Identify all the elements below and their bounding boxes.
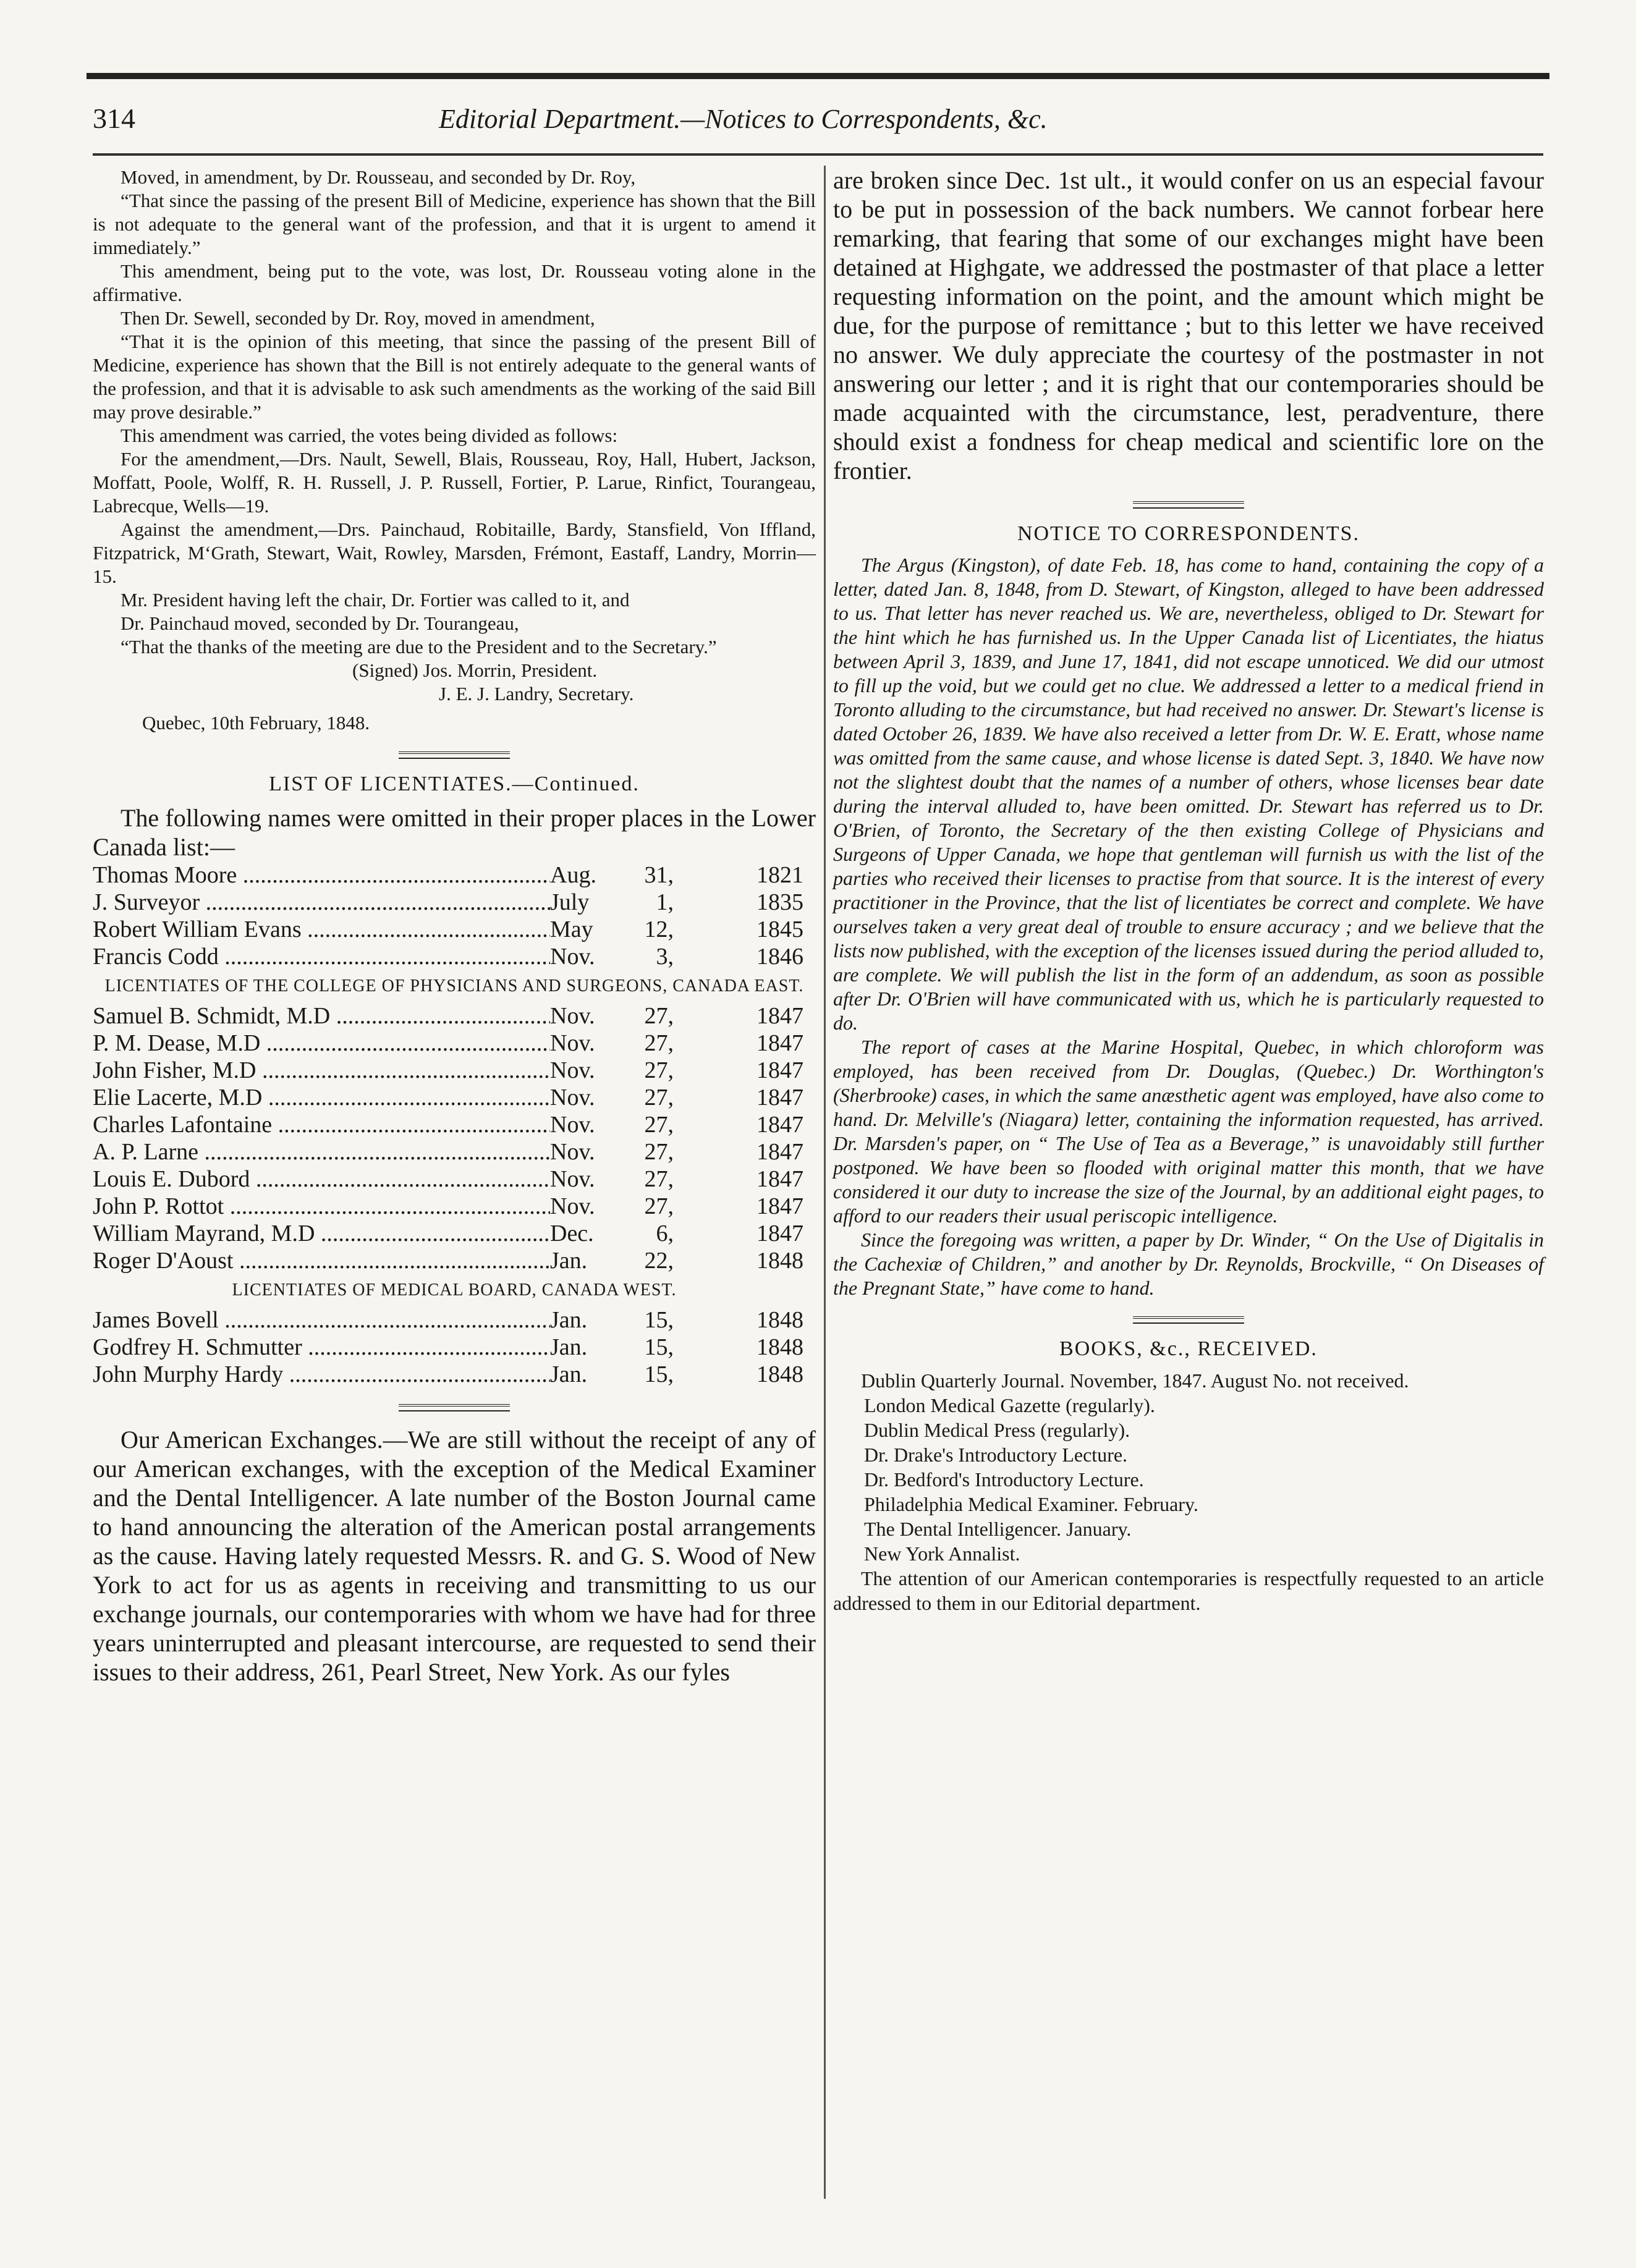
licentiate-name: Roger D'Aoust .....	[93, 1247, 550, 1274]
licentiate-month: Jan.	[550, 1334, 588, 1360]
continued-paragraph: are broken since Dec. 1st ult., it would confer on us an especial favour to be put in possession of the back numbers. We cannot forbear here remarking, that fearing that some of our exchanges might have been detained at Highgate, we addressed the postmaster of that place a letter requesting information on the point, and the amount which might be due, for the purpose of remittance ; but to this letter we have received no answer. We duly appreciate the courtesy of the postmaster in not answering our letter ; and it is right that our contemporaries should be made acquainted with the circumstance, lest, peradventure, there should exist a fondness for cheap medical and scientific lore on the frontier.	[833, 166, 1544, 484]
licentiate-month: Nov.	[550, 1085, 595, 1111]
licentiate-name: P. M. Dease, M.D .....	[93, 1030, 550, 1057]
licentiate-year: 1847	[757, 1112, 803, 1138]
licentiate-day: 27,	[644, 1057, 674, 1083]
section-divider	[399, 751, 510, 759]
paragraph: Then Dr. Sewell, seconded by Dr. Roy, moved in amendment,	[121, 307, 595, 329]
licentiate-day: 6,	[656, 1221, 674, 1246]
licentiate-year: 1821	[757, 862, 803, 888]
books-list	[833, 1393, 1544, 1566]
running-head: Editorial Department.—Notices to Correspondents, &c.	[439, 104, 1048, 134]
dateline: Quebec, 10th February, 1848.	[142, 712, 370, 734]
licentiate-month: May	[550, 916, 593, 942]
licentiate-name: Louis E. Dubord .....	[93, 1166, 550, 1193]
paragraph: Moved, in amendment, by Dr. Rousseau, and seconded by Dr. Roy,	[121, 166, 636, 188]
licentiate-day: 12,	[644, 916, 674, 942]
licentiate-year: 1847	[757, 1030, 803, 1056]
licentiate-month: Nov.	[550, 1057, 595, 1083]
book-entry: London Medical Gazette (regularly).	[864, 1394, 1155, 1416]
licentiate-name: John Fisher, M.D .....	[93, 1057, 550, 1084]
licentiate-year: 1847	[757, 1193, 803, 1219]
licentiate-day: 27,	[644, 1166, 674, 1192]
licentiate-year: 1835	[757, 889, 803, 915]
licentiate-name: Charles Lafontaine .....	[93, 1111, 550, 1138]
books-first-entry: Dublin Quarterly Journal. November, 1847. August No. not received.	[861, 1369, 1409, 1392]
licentiate-list-canada-east	[93, 1002, 816, 1274]
licentiate-row	[93, 1084, 816, 1111]
licentiate-year: 1848	[757, 1307, 803, 1333]
licentiate-month: Nov.	[550, 1193, 595, 1219]
licentiate-year: 1847	[757, 1221, 803, 1246]
licentiate-name: William Mayrand, M.D .....	[93, 1220, 550, 1247]
quote: “That the thanks of the meeting are due to the President and to the Secretary.”	[121, 636, 717, 658]
licentiate-row	[93, 1193, 816, 1220]
book-entry: Dublin Medical Press (regularly).	[864, 1419, 1130, 1441]
notice-paragraph: Since the foregoing was written, a paper by Dr. Winder, “ On the Use of Digitalis in the Cachexiæ of Children,” and another by Dr. Reynolds, Brockville, “ On Diseases of the Pregnant State,” have come to hand.	[833, 1229, 1544, 1299]
licentiate-month: Jan.	[550, 1248, 588, 1274]
licentiate-month: Nov.	[550, 1139, 595, 1165]
licentiate-name: John P. Rottot .....	[93, 1193, 550, 1220]
paragraph: This amendment was carried, the votes being divided as follows:	[121, 425, 618, 446]
books-closing-note: The attention of our American contemporaries is respectfully requested to an article addressed to them in our Editorial department.	[833, 1567, 1544, 1614]
licentiate-day: 31,	[644, 862, 674, 888]
licentiate-month: Nov.	[550, 1030, 595, 1056]
licentiate-year: 1847	[757, 1003, 803, 1029]
licentiate-day: 27,	[644, 1193, 674, 1219]
list-intro: The following names were omitted in their proper places in the Lower Canada list:—	[93, 804, 816, 861]
book-entry: Philadelphia Medical Examiner. February.	[864, 1493, 1198, 1515]
licentiate-day: 22,	[644, 1248, 674, 1274]
licentiate-name: James Bovell .....	[93, 1306, 550, 1334]
licentiate-month: Jan.	[550, 1307, 588, 1333]
licentiate-name: Godfrey H. Schmutter .....	[93, 1334, 550, 1361]
quote: “That since the passing of the present Bill of Medicine, experience has shown that the Bill is not adequate to the general want of the profession, and that it is urgent to amend it immediately.”	[93, 190, 816, 258]
licentiate-year: 1847	[757, 1057, 803, 1083]
top-rule	[87, 73, 1549, 79]
signature-secretary: J. E. J. Landry, Secretary.	[439, 683, 634, 705]
licentiate-list-lower-canada	[93, 861, 816, 970]
licentiate-day: 1,	[656, 889, 674, 915]
page-header	[93, 102, 1543, 145]
licentiate-row	[93, 1057, 816, 1084]
licentiate-year: 1848	[757, 1334, 803, 1360]
licentiate-year: 1846	[757, 944, 803, 970]
votes-against: Against the amendment,—Drs. Painchaud, Robitaille, Bardy, Stansfield, Von Iffland, Fitzpatrick, M‘Grath, Stewart, Wait, Rowley, Marsden, Frémont, Eastaff, Landry, Morrin—15.	[93, 518, 816, 587]
books-title: BOOKS, &c., RECEIVED.	[1059, 1337, 1318, 1360]
notice-paragraph: The report of cases at the Marine Hospital, Quebec, in which chloroform was employed, has been received from Dr. Douglas, (Quebec.) Dr. Worthington's (Sherbrooke) cases, in which the same anæsthetic agent was employed, have also come to hand. Dr. Melville's (Niagara) letter, containing the information requested, has arrived. Dr. Marsden's paper, on “ The Use of Tea as a Beverage,” is unavoidably still further postponed. We have been so flooded with original matter this month, that we have considered it our duty to increase the size of the Journal, by an additional eight pages, to afford to our readers their usual periscopic intelligence.	[833, 1036, 1544, 1227]
list-title: LIST OF LICENTIATES.—Continued.	[269, 772, 640, 795]
licentiate-name: Francis Codd .....	[93, 943, 550, 970]
licentiate-row	[93, 943, 816, 970]
licentiate-row	[93, 889, 816, 916]
licentiate-month: July	[550, 889, 590, 915]
licentiate-row	[93, 1247, 816, 1274]
licentiate-list-canada-west	[93, 1306, 816, 1388]
licentiate-row	[93, 1334, 816, 1361]
licentiate-year: 1848	[757, 1248, 803, 1274]
notice-paragraph: The Argus (Kingston), of date Feb. 18, has come to hand, containing the copy of a letter, dated Jan. 8, 1848, from D. Stewart, of Kingston, alleged to have been addressed to us. That letter has never reached us. We are, nevertheless, obliged to Dr. Stewart for the hint which he has furnished us. In the Upper Canada list of Licentiates, the hiatus between April 3, 1839, and June 17, 1841, did not escape unnoticed. We did our utmost to fill up the void, but we could get no clue. We addressed a letter to a medical friend in Toronto alluding to the circumstance, but had received no answer. Dr. Stewart's license is dated October 26, 1839. We have also received a letter from Dr. W. E. Eratt, whose name was omitted from the same cause, and whose license is dated Sept. 3, 1840. We have now not the slightest doubt that the names of a number of others, whose licenses bear date during the interval alluded to, have been omitted. Dr. Stewart has referred us to Dr. O'Brien, of Toronto, the Secretary of the then existing College of Physicians and Surgeons of Upper Canada, we hope that gentleman will furnish us with the list of the parties who received their licenses to practise from that source. It is the interest of every practitioner in the Province, that the list of licentiates be correct and complete. We have ourselves taken a very great deal of trouble to ensure accuracy ; and we believe that the lists now published, with the exception of the licenses issued during the period alluded to, are complete. We will publish the list in the form of an addendum, as soon as possible after Dr. O'Brien will have communicated with us, which he is particularly requested to do.	[833, 554, 1544, 1034]
licentiate-day: 27,	[644, 1085, 674, 1111]
licentiate-day: 27,	[644, 1003, 674, 1029]
licentiate-row	[93, 1306, 816, 1334]
book-entry: The Dental Intelligencer. January.	[864, 1518, 1132, 1540]
left-column	[93, 166, 816, 1686]
licentiate-name: John Murphy Hardy .....	[93, 1361, 550, 1388]
right-column	[833, 166, 1544, 1615]
licentiate-row	[93, 1002, 816, 1030]
section-divider	[399, 1404, 510, 1411]
licentiate-row	[93, 1166, 816, 1193]
licentiate-row	[93, 1111, 816, 1138]
licentiate-name: Elie Lacerte, M.D .....	[93, 1084, 550, 1111]
licentiate-year: 1847	[757, 1139, 803, 1165]
licentiate-row	[93, 1220, 816, 1247]
licentiate-day: 27,	[644, 1030, 674, 1056]
votes-for: For the amendment,—Drs. Nault, Sewell, Blais, Rousseau, Roy, Hall, Hubert, Jackson, Moffatt, Poole, Wolff, R. H. Russell, J. P. Russell, Fortier, P. Larue, Rinfict, Tourangeau, Labrecque, Wells—19.	[93, 448, 816, 517]
book-entry: Dr. Bedford's Introductory Lecture.	[864, 1468, 1144, 1491]
paragraph: This amendment, being put to the vote, was lost, Dr. Rousseau voting alone in the affirmative.	[93, 260, 816, 305]
licentiate-day: 15,	[644, 1307, 674, 1333]
licentiate-day: 15,	[644, 1334, 674, 1360]
licentiate-row	[93, 861, 816, 889]
licentiate-month: Aug.	[550, 862, 596, 888]
licentiate-month: Nov.	[550, 1166, 595, 1192]
section-divider	[1133, 501, 1244, 509]
column-rule	[824, 166, 826, 2199]
licentiate-month: Nov.	[550, 1003, 595, 1029]
paragraph: Mr. President having left the chair, Dr. Fortier was called to it, and	[121, 589, 630, 611]
licentiate-year: 1847	[757, 1085, 803, 1111]
licentiate-name: Robert William Evans .....	[93, 916, 550, 943]
licentiate-month: Jan.	[550, 1361, 588, 1387]
licentiate-day: 3,	[656, 944, 674, 970]
licentiate-day: 27,	[644, 1112, 674, 1138]
licentiate-day: 15,	[644, 1361, 674, 1387]
section-divider	[1133, 1316, 1244, 1324]
american-exchanges-paragraph: Our American Exchanges.—We are still without the receipt of any of our American exchanges, with the exception of the Medical Examiner and the Dental Intelligencer. A late number of the Boston Journal came to hand announcing the alteration of the American postal arrangements as the cause. Having lately requested Messrs. R. and G. S. Wood of New York to act for us as agents in receiving and transmitting to us our exchange journals, our contemporaries with whom we have had for three years uninterrupted and pleasant intercourse, are requested to send their issues to their address, 261, Pearl Street, New York. As our fyles	[93, 1426, 816, 1686]
licentiate-month: Nov.	[550, 1112, 595, 1138]
licentiate-row	[93, 1361, 816, 1388]
book-entry: Dr. Drake's Introductory Lecture.	[864, 1444, 1128, 1466]
licentiate-month: Nov.	[550, 944, 595, 970]
subheading-canada-east: LICENTIATES OF THE COLLEGE OF PHYSICIANS AND SURGEONS, CANADA EAST.	[104, 976, 804, 996]
licentiate-month: Dec.	[550, 1221, 594, 1246]
licentiate-name: A. P. Larne .....	[93, 1138, 550, 1166]
notice-title: NOTICE TO CORRESPONDENTS.	[1017, 522, 1360, 545]
header-rule	[93, 153, 1543, 156]
licentiate-name: J. Surveyor .....	[93, 889, 550, 916]
licentiate-year: 1848	[757, 1361, 803, 1387]
signature-president: (Signed) Jos. Morrin, President.	[352, 659, 598, 681]
licentiate-year: 1847	[757, 1166, 803, 1192]
licentiate-row	[93, 1030, 816, 1057]
licentiate-day: 27,	[644, 1139, 674, 1165]
book-entry: New York Annalist.	[864, 1542, 1020, 1565]
licentiate-name: Thomas Moore .....	[93, 861, 550, 889]
paragraph: Dr. Painchaud moved, seconded by Dr. Tourangeau,	[121, 612, 519, 634]
licentiate-year: 1845	[757, 916, 803, 942]
licentiate-row	[93, 916, 816, 943]
page-number: 314	[93, 103, 135, 134]
licentiate-name: Samuel B. Schmidt, M.D .....	[93, 1002, 550, 1030]
subheading-canada-west: LICENTIATES OF MEDICAL BOARD, CANADA WEST.	[232, 1280, 677, 1300]
licentiate-row	[93, 1138, 816, 1166]
quote: “That it is the opinion of this meeting, that since the passing of the present Bill of Medicine, experience has shown that the Bill is not entirely adequate to the general wants of the profession, and that it is advisable to ask such amendments as the working of the said Bill may prove desirable.”	[93, 331, 816, 423]
